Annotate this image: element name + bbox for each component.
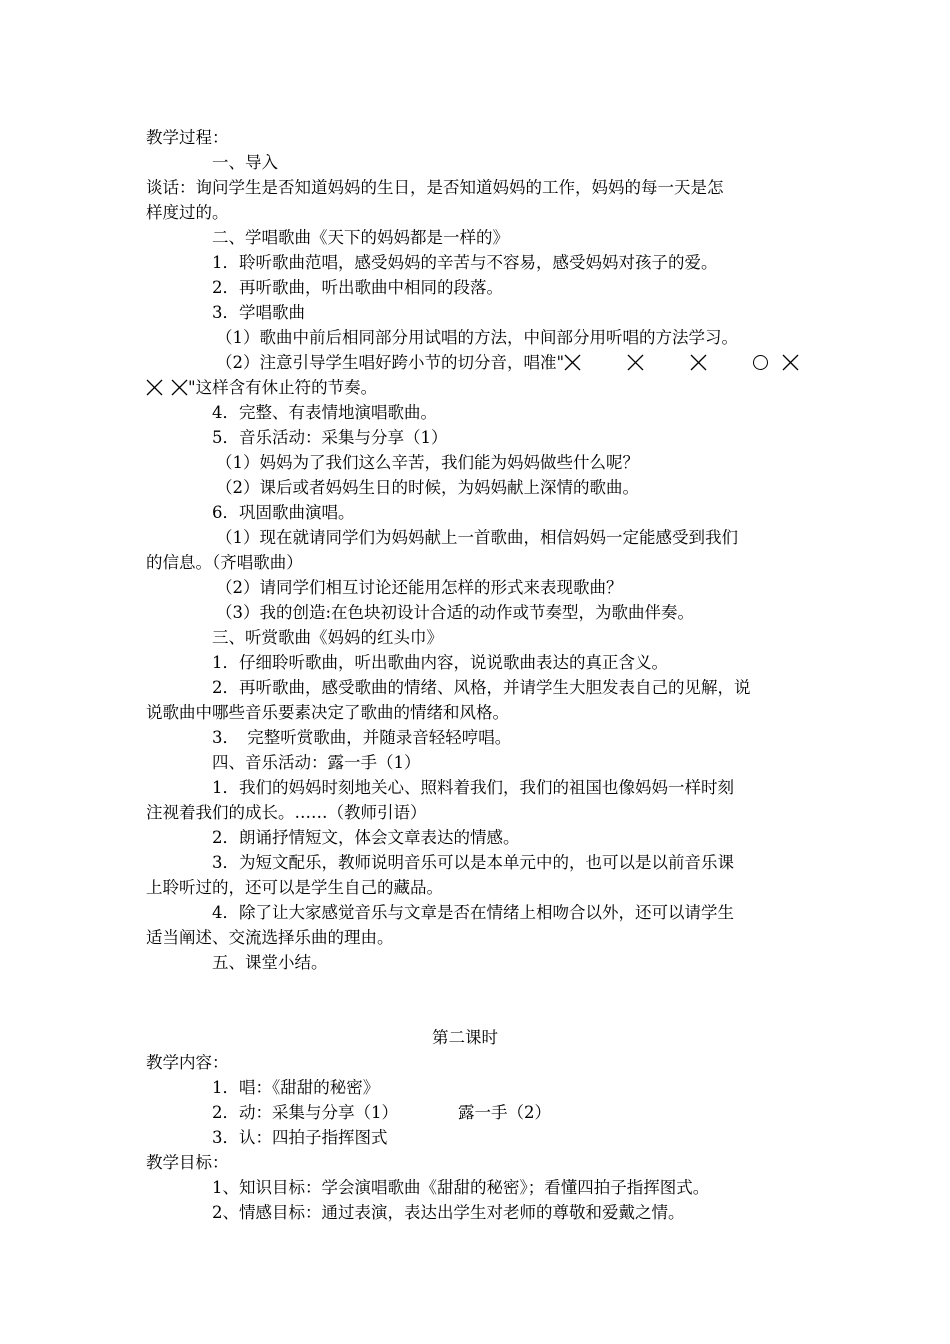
list-item: 2．再听歌曲，感受歌曲的情绪、风格，并请学生大胆发表自己的见解，说 <box>212 678 751 697</box>
list-item: 1．仔细聆听歌曲，听出歌曲内容，说说歌曲表达的真正含义。 <box>212 653 668 672</box>
list-item: 3． 完整听赏歌曲，并随录音轻轻哼唱。 <box>212 728 512 747</box>
section-5-heading: 五、课堂小结。 <box>212 953 328 972</box>
section-1-heading: 一、导入 <box>212 153 278 172</box>
process-heading: 教学过程： <box>146 128 229 147</box>
sub-item: （1）歌曲中前后相同部分用试唱的方法，中间部分用听唱的方法学习。 <box>216 328 738 347</box>
list-item: 1．我们的妈妈时刻地关心、照料着我们，我们的祖国也像妈妈一样时刻 <box>212 778 734 797</box>
content-heading: 教学内容： <box>146 1053 229 1072</box>
rhythm-rest-circle-icon <box>753 355 768 370</box>
paragraph-line: 谈话：询问学生是否知道妈妈的生日，是否知道妈妈的工作，妈妈的每一天是怎 <box>146 178 724 197</box>
sub-item: （1）妈妈为了我们这么辛苦，我们能为妈妈做些什么呢？ <box>216 453 639 472</box>
list-item-continued: 适当阐述、交流选择乐曲的理由。 <box>146 928 394 947</box>
content-item-part: 2．动：采集与分享（1） <box>212 1103 398 1122</box>
list-item: 2．朗诵抒情短文，体会文章表达的情感。 <box>212 828 520 847</box>
sub-item: （3）我的创造:在色块初设计合适的动作或节奏型，为歌曲伴奏。 <box>216 603 695 622</box>
list-item-continued: 注视着我们的成长。……（教师引语） <box>146 803 427 822</box>
section-2-heading: 二、学唱歌曲《天下的妈妈都是一样的》 <box>212 228 509 247</box>
goal-item: 1、知识目标：学会演唱歌曲《甜甜的秘密》；看懂四拍子指挥图式。 <box>212 1178 710 1197</box>
section-4-heading: 四、音乐活动：露一手（1） <box>212 753 421 772</box>
rhythm-line-continued <box>146 378 377 398</box>
rhythm-x-icon <box>171 379 188 396</box>
paragraph-line: 样度过的。 <box>146 203 229 222</box>
content-item: 3．认：四拍子指挥图式 <box>212 1128 388 1147</box>
sub-item: （1）现在就请同学们为妈妈献上一首歌曲，相信妈妈一定能感受到我们 <box>216 528 738 547</box>
sub-item-rhythm-line <box>216 353 799 373</box>
sub-item: （2）课后或者妈妈生日的时候，为妈妈献上深情的歌曲。 <box>216 478 639 497</box>
list-item: 5．音乐活动：采集与分享（1） <box>212 428 448 447</box>
list-item: 1．聆听歌曲范唱，感受妈妈的辛苦与不容易，感受妈妈对孩子的爱。 <box>212 253 718 272</box>
lesson-2-title: 第二课时 <box>432 1028 498 1047</box>
list-item-continued: 说歌曲中哪些音乐要素决定了歌曲的情绪和风格。 <box>146 703 509 722</box>
rhythm-x-icon <box>146 379 163 396</box>
list-item: 2．再听歌曲，听出歌曲中相同的段落。 <box>212 278 503 297</box>
list-item: 3．为短文配乐，教师说明音乐可以是本单元中的，也可以是以前音乐课 <box>212 853 734 872</box>
rhythm-x-icon <box>627 354 644 371</box>
content-item-part: 露一手（2） <box>458 1103 551 1122</box>
list-item: 3．学唱歌曲 <box>212 303 305 322</box>
rhythm-text-prefix: （2）注意引导学生唱好跨小节的切分音，唱准" <box>216 353 565 372</box>
list-item: 6．巩固歌曲演唱。 <box>212 503 355 522</box>
sub-item-continued: 的信息。（齐唱歌曲） <box>146 553 303 572</box>
goal-heading: 教学目标： <box>146 1153 229 1172</box>
rhythm-x-icon <box>564 354 581 371</box>
list-item: 4．完整、有表情地演唱歌曲。 <box>212 403 437 422</box>
list-item: 4．除了让大家感觉音乐与文章是否在情绪上相吻合以外，还可以请学生 <box>212 903 734 922</box>
rhythm-text-suffix: "这样含有休止符的节奏。 <box>188 378 378 397</box>
content-item <box>212 1103 551 1123</box>
rhythm-x-icon <box>782 354 799 371</box>
rhythm-x-icon <box>690 354 707 371</box>
list-item-continued: 上聆听过的，还可以是学生自己的藏品。 <box>146 878 443 897</box>
section-3-heading: 三、听赏歌曲《妈妈的红头巾》 <box>212 628 443 647</box>
sub-item: （2）请同学们相互讨论还能用怎样的形式来表现歌曲？ <box>216 578 623 597</box>
content-item: 1．唱：《甜甜的秘密》 <box>212 1078 380 1097</box>
goal-item: 2、情感目标：通过表演，表达出学生对老师的尊敬和爱戴之情。 <box>212 1203 685 1222</box>
